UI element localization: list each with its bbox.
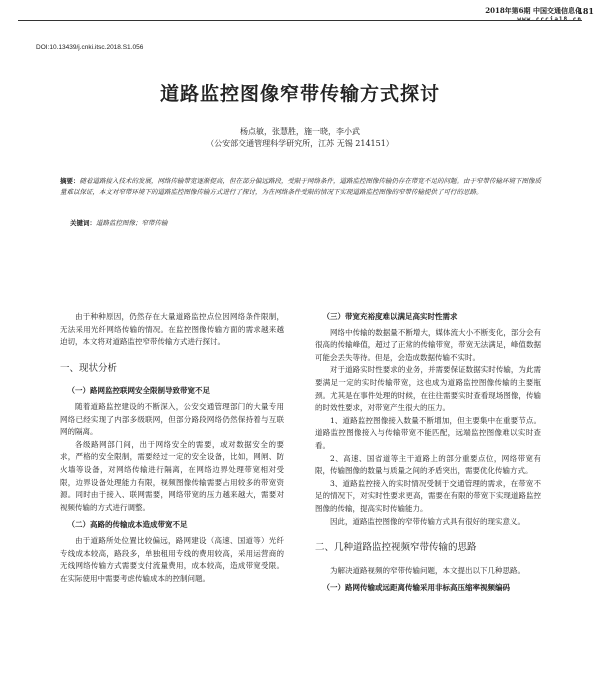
keywords-label: 关键词： (70, 219, 96, 227)
section-heading: 二、几种道路监控视频窄带传输的思路 (315, 542, 477, 554)
list-item: 1、道路监控图像接入数量不断增加，但主要集中在重要节点。道路监控图像接入与传输带宽不能匹配，远端监控图像难以实时查看。 (315, 415, 541, 450)
subsection-heading: （一）路网传输或远距离传输采用非标高压缩率视频编码 (322, 583, 510, 593)
abstract (60, 176, 545, 198)
doi: DOI:10.13439/j.cnki.itsc.2018.S1.056 (36, 44, 144, 51)
left-column (60, 311, 284, 585)
keywords-text: 道路监控图像；窄带传输 (96, 219, 168, 227)
journal-website: www.cccia18.cn (517, 16, 582, 23)
paragraph: 随着道路监控建设的不断深入，公安交通管理部门的大量专用网络已经实现了内部多级联网，但部分路段网络仍然保持着与互联网的隔离。 (60, 401, 284, 437)
paragraph: 网络中传输的数据量不断增大，媒体流大小不断变化，部分会有很高的传输峰值，超过了正常的传输带宽，带宽无法满足，峰值数据可能会丢失等待。但是，会造成数据传输不实时。 (315, 327, 541, 362)
abstract-text: 随着道路接入技术的发展，网络传输带宽逐渐提高，但在部分偏远路段，受限于网络条件，道路监控图像传输仍存在带宽不足的问题。由于窄带传输环境下图像质量难以保证，本文对窄带环境下的道路监控图像传输方式进行了探讨，为在网络条件受限的情况下实现道路监控图像的窄带传输提供了可行的思路。 (60, 177, 541, 196)
section-heading: 一、现状分析 (60, 362, 118, 374)
abstract-label: 摘要： (60, 177, 80, 185)
list-item: 2、高速、国省道等主干道路上的部分重要点位，网络带宽有限，传输图像的数量与质量之间的矛盾突出，需要优化传输方式。 (315, 453, 541, 476)
keywords (70, 218, 168, 227)
intro-paragraph: 由于种种原因，仍然存在大量道路监控点位因网络条件限制，无法采用光纤网络传输的情况。在监控图像传输方面的需求越来越迫切，本文将对道路监控窄带传输方式进行探讨。 (60, 312, 284, 347)
paragraph: 各级路网部门间，出于网络安全的需要，或对数据安全的要求，严格的安全限制，需要经过一定的安全设备，比如，网闸、防火墙等设备，对网络传输进行隔离，在网络边界处理带宽相对受限，边界设备处理能力有限，视频图像传输需要占用较多的带宽资源。同时由于接入、联网需要，网络带宽的压力越来越大，需要对视频传输的方式进行调整。 (60, 439, 284, 512)
affiliation: （公安部交通管理科学研究所，江苏 无锡 214151） (206, 139, 394, 148)
subsection-heading: （三）带宽充裕度难以满足高实时性需求 (322, 312, 458, 321)
header-rule (18, 20, 582, 21)
page-number: 181 (577, 6, 594, 16)
journal-line: 2018年第6期 中国交通信息化 (485, 6, 582, 15)
paragraph: 为解决道路视频的窄带传输问题，本文提出以下几种思路。 (330, 565, 525, 575)
right-column (315, 311, 541, 598)
authors: 杨点敏，张慧胜，施一晓，李小武 (240, 127, 360, 136)
paragraph: 由于道路所处位置比较偏远，路网建设（高速、国道等）光纤专线成本较高，路段多，单独租用专线的费用较高，采用运营商的无线网络传输方式需要支付流量费用，成本较高，造成带宽受限。在实际使用中需要考虑传输成本的控制问题。 (60, 535, 284, 583)
paragraph: 对于道路实时性要求的业务，并需要保证数据实时传输，为此需要满足一定的实时传输带宽，这也成为道路监控图像传输的主要瓶颈。尤其是在事件处理的时候，在往往需要实时查看现场图像，传输的时效性要求，对带宽产生很大的压力。 (315, 365, 541, 413)
subsection-heading: （二）高路的传输成本造成带宽不足 (67, 520, 188, 530)
paragraph: 因此，道路监控图像的窄带传输方式具有很好的现实意义。 (330, 516, 525, 526)
list-item: 3、道路监控接入的实时情况受制于交通管理的需求，在带宽不足的情况下，对实时性要求更高，需要在有限的带宽下实现道路监控图像的传输，提高实时传输能力。 (315, 478, 541, 513)
paper-title: 道路监控图像窄带传输方式探讨 (159, 83, 440, 105)
subsection-heading: （一）路网监控联网安全限制导致带宽不足 (67, 386, 210, 396)
